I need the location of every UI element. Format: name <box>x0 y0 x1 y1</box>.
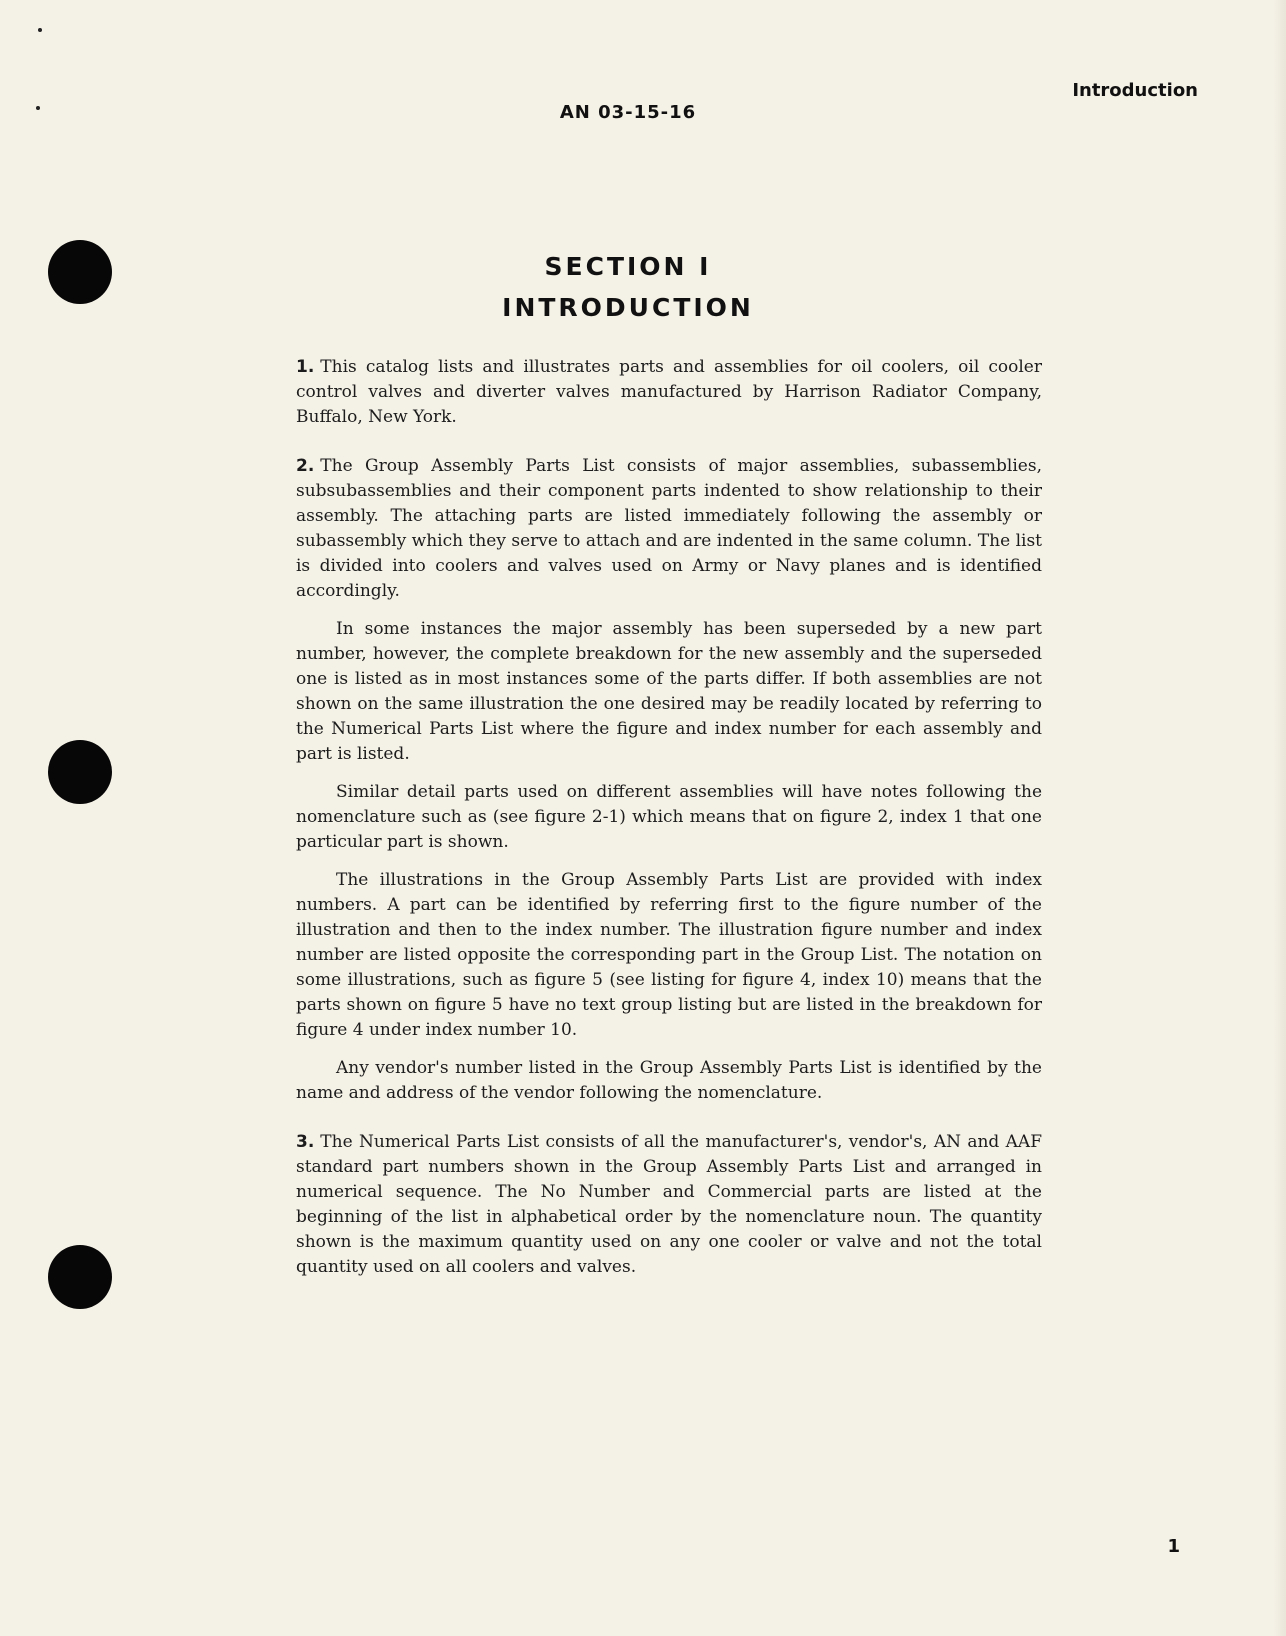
page-edge <box>1274 0 1286 1636</box>
section-number: SECTION I <box>544 252 712 281</box>
paragraph-2-sub-4: Any vendor's number listed in the Group Assembly Parts List is identified by the name and address of the vendor following the nomenclature. <box>296 1058 1042 1103</box>
paragraph-1 <box>296 355 1042 430</box>
paragraph-text: The Numerical Parts List consists of all the manufacturer's, vendor's, AN and AAF standard part numbers shown in the Group Assembly Parts List and arranged in numerical sequence. The No Number and Commercial parts are listed at the beginning of the list in alphabetical order by the nomenclature noun. The quantity shown is the maximum quantity used on any one cooler or valve and not the total quantity used on all coolers and valves. <box>296 1132 1042 1277</box>
paragraph-2-sub-2: Similar detail parts used on different assemblies will have notes following the nomenclature such as (see figure 2-1) which means that on figure 2, index 1 that one particular part is shown. <box>296 782 1042 852</box>
punch-hole-bottom <box>48 1245 112 1309</box>
punch-hole-middle <box>48 740 112 804</box>
paragraph-2 <box>296 454 1042 604</box>
section-title: INTRODUCTION <box>502 293 754 322</box>
body-text <box>296 355 1042 1280</box>
page-number: 1 <box>1167 1536 1180 1557</box>
paragraph-text: The Group Assembly Parts List consists of major assemblies, subassemblies, subsubassemblies and their component parts indented to show relationship to their assembly. The attaching parts are listed immediately following the assembly or subassembly which they serve to attach and are indented in the same column. The list is divided into coolers and valves used on Army or Navy planes and is identified accordingly. <box>296 456 1042 601</box>
paragraph-number: 3. <box>296 1132 315 1152</box>
running-head: Introduction <box>1072 80 1198 101</box>
scan-speck <box>38 28 42 32</box>
paragraph-text: This catalog lists and illustrates parts and assemblies for oil coolers, oil cooler control valves and diverter valves manufactured by Harrison Radiator Company, Buffalo, New York. <box>296 357 1042 427</box>
paragraph-2-sub-3: The illustrations in the Group Assembly Parts List are provided with index numbers. A part can be identified by referring first to the figure number of the illustration and then to the index number. The illustration figure number and index number are listed opposite the corresponding part in the Group List. The notation on some illustrations, such as figure 5 (see listing for figure 4, index 10) means that the parts shown on figure 5 have no text group listing but are listed in the breakdown for figure 4 under index number 10. <box>296 870 1042 1040</box>
document-number: AN 03-15-16 <box>559 102 697 123</box>
paragraph-3 <box>296 1130 1042 1280</box>
paragraph-number: 2. <box>296 456 315 476</box>
paragraph-2-sub-1: In some instances the major assembly has been superseded by a new part number, however, the complete breakdown for the new assembly and the superseded one is listed as in most instances some of the parts differ. If both assemblies are not shown on the same illustration the one desired may be readily located by referring to the Numerical Parts List where the figure and index number for each assembly and part is listed. <box>296 619 1042 764</box>
paragraph-number: 1. <box>296 357 315 377</box>
section-heading <box>0 250 1286 325</box>
